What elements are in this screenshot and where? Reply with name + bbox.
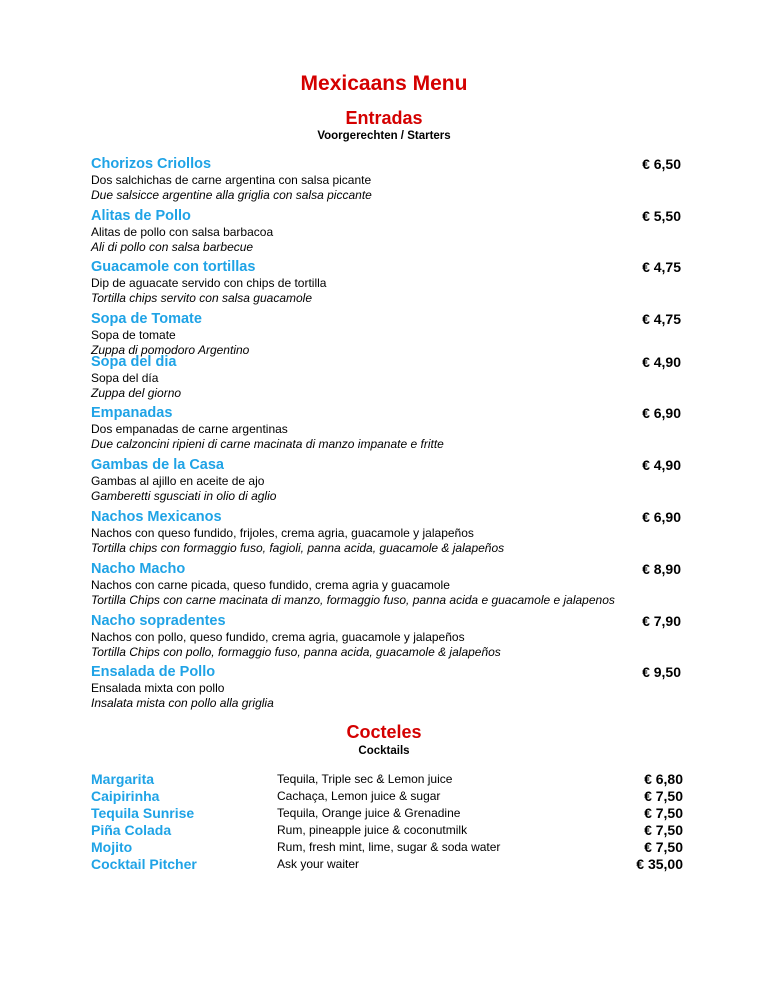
cocktails-heading: Cocteles: [346, 722, 422, 742]
menu-item-name: Alitas de Pollo: [91, 208, 191, 224]
menu-item-name: Nacho Macho: [91, 561, 186, 577]
cocktail-price: € 7,50: [644, 788, 683, 804]
cocktail-description: Tequila, Orange juice & Grenadine: [277, 806, 461, 820]
menu-item-description-it: Zuppa di pomodoro Argentino: [91, 343, 250, 357]
menu-item-description-es: Dos empanadas de carne argentinas: [91, 422, 288, 436]
menu-item-description-es: Sopa del día: [91, 371, 159, 385]
cocktail-row: [91, 839, 683, 855]
cocktails-subheading: Cocktails: [358, 745, 410, 757]
cocktail-description: Rum, fresh mint, lime, sugar & soda water: [277, 840, 501, 854]
cocktail-row: [91, 822, 683, 838]
cocktail-name: Margarita: [91, 771, 155, 787]
menu-item-name: Nachos Mexicanos: [91, 509, 222, 525]
menu-item: [91, 560, 681, 608]
cocktail-name: Mojito: [91, 839, 133, 855]
menu-item-description-es: Dip de aguacate servido con chips de tortilla: [91, 276, 327, 290]
menu-item-price: € 6,90: [642, 509, 681, 525]
menu-item-description-it: Due salsicce argentine alla griglia con salsa piccante: [91, 188, 372, 202]
cocktail-row: [91, 805, 683, 821]
cocktail-name: Tequila Sunrise: [91, 805, 195, 821]
menu-item-price: € 4,75: [642, 259, 681, 275]
menu-item: [91, 155, 681, 203]
cocktail-description: Tequila, Triple sec & Lemon juice: [277, 772, 453, 786]
menu-item-description-it: Gamberetti sgusciati in olio di aglio: [91, 489, 277, 503]
cocktail-row: [91, 788, 683, 804]
menu-title: Mexicaans Menu: [300, 72, 468, 95]
cocktail-row: [91, 771, 683, 787]
cocktail-name: Caipirinha: [91, 788, 160, 804]
menu-item: [91, 612, 681, 660]
menu-item-name: Sopa del dia: [91, 354, 177, 370]
menu-item-description-es: Sopa de tomate: [91, 328, 176, 342]
menu-item-name: Chorizos Criollos: [91, 156, 212, 172]
cocktail-price: € 6,80: [644, 771, 683, 787]
menu-item-description-it: Zuppa del giorno: [91, 386, 182, 400]
menu-item-description-it: Ali di pollo con salsa barbecue: [91, 240, 254, 254]
cocktail-description: Ask your waiter: [277, 857, 360, 871]
menu-item-price: € 9,50: [642, 664, 681, 680]
menu-item-description-it: Tortilla Chips con carne macinata di manzo, formaggio fuso, panna acida e guacamole e jalapenos: [91, 593, 615, 607]
menu-item-description-es: Gambas al ajillo en aceite de ajo: [91, 474, 265, 488]
menu-item: [91, 663, 681, 711]
menu-item: [91, 508, 681, 556]
menu-item-price: € 5,50: [642, 208, 681, 224]
menu-item-description-it: Due calzoncini ripieni di carne macinata di manzo impanate e fritte: [91, 437, 444, 451]
menu-item-price: € 4,75: [642, 311, 681, 327]
cocktail-row: [91, 856, 683, 872]
menu-item-price: € 4,90: [642, 457, 681, 473]
cocktail-description: Rum, pineapple juice & coconutmilk: [277, 823, 468, 837]
menu-item: [91, 258, 681, 306]
menu-item-price: € 8,90: [642, 561, 681, 577]
menu-item-price: € 7,90: [642, 613, 681, 629]
menu-item-description-it: Tortilla Chips con pollo, formaggio fuso, panna acida, guacamole & jalapeños: [91, 645, 501, 659]
menu-item-price: € 4,90: [642, 354, 681, 370]
menu-item-name: Guacamole con tortillas: [91, 259, 256, 275]
menu-item-name: Nacho sopradentes: [91, 613, 226, 629]
starters-subheading: Voorgerechten / Starters: [317, 130, 451, 142]
menu-item-description-es: Nachos con queso fundido, frijoles, crema agria, guacamole y jalapeños: [91, 526, 474, 540]
cocktail-price: € 7,50: [644, 822, 683, 838]
menu-item-name: Ensalada de Pollo: [91, 664, 216, 680]
cocktail-name: Cocktail Pitcher: [91, 856, 197, 872]
menu-item: [91, 353, 681, 401]
menu-item-price: € 6,90: [642, 405, 681, 421]
menu-item: [91, 404, 681, 452]
cocktail-price: € 7,50: [644, 839, 683, 855]
cocktail-name: Piña Colada: [91, 822, 172, 838]
menu-item: [91, 310, 681, 358]
menu-item: [91, 456, 681, 504]
cocktail-price: € 35,00: [636, 856, 683, 872]
menu-item-name: Sopa de Tomate: [91, 311, 202, 327]
menu-item-name: Gambas de la Casa: [91, 457, 224, 473]
menu-item-description-it: Insalata mista con pollo alla griglia: [91, 696, 274, 710]
menu-item-price: € 6,50: [642, 156, 681, 172]
cocktail-price: € 7,50: [644, 805, 683, 821]
menu-item-description-es: Nachos con pollo, queso fundido, crema agria, guacamole y jalapeños: [91, 630, 465, 644]
menu-item-description-it: Tortilla chips servito con salsa guacamole: [91, 291, 312, 305]
menu-item-description-it: Tortilla chips con formaggio fuso, fagioli, panna acida, guacamole & jalapeños: [91, 541, 505, 555]
menu-item-description-es: Nachos con carne picada, queso fundido, crema agria y guacamole: [91, 578, 450, 592]
menu-item-description-es: Ensalada mixta con pollo: [91, 681, 225, 695]
menu-item-name: Empanadas: [91, 405, 173, 421]
menu-item-description-es: Alitas de pollo con salsa barbacoa: [91, 225, 274, 239]
starters-heading: Entradas: [345, 108, 423, 128]
cocktail-description: Cachaça, Lemon juice & sugar: [277, 789, 441, 803]
menu-item: [91, 207, 681, 255]
menu-item-description-es: Dos salchichas de carne argentina con salsa picante: [91, 173, 372, 187]
